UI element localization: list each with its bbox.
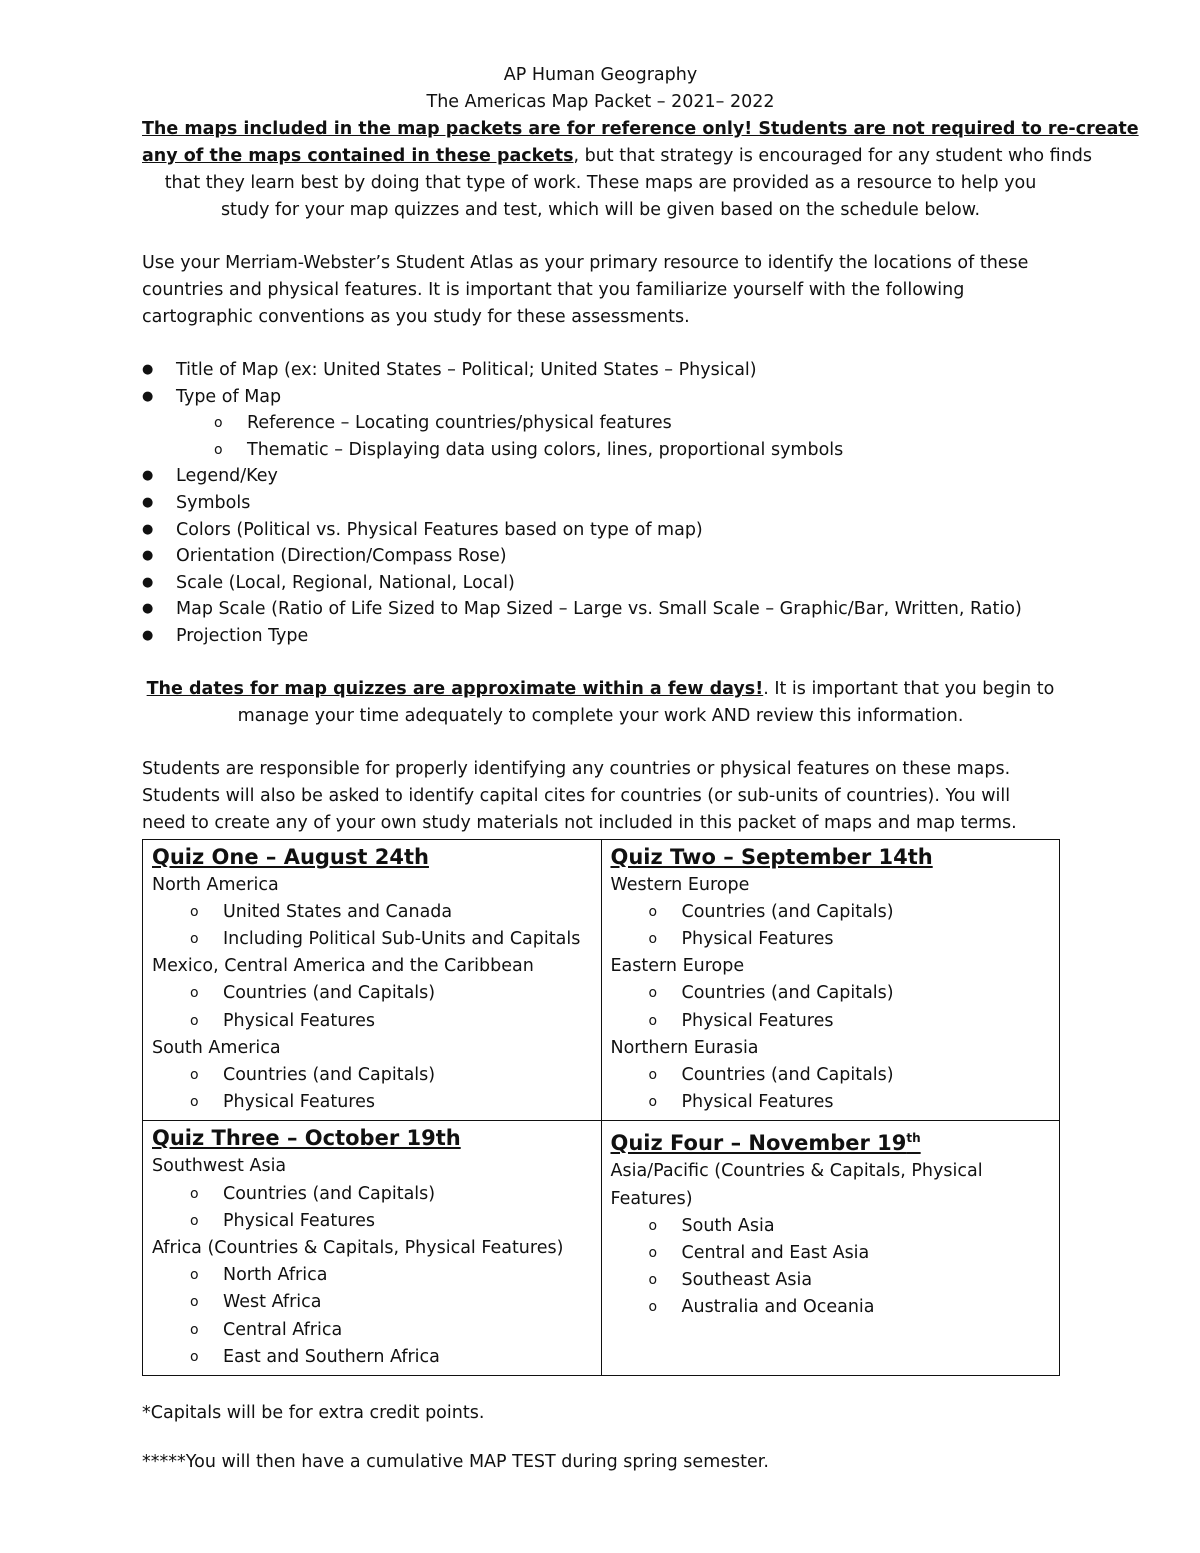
quiz-one-cell: Quiz One – August 24th North America o United States and Canada o Including Political Sub-Units and Capitals Mexico, Central America and the Caribbean o Countries (and Capitals) o Physical Features South America o Countries (and Capitals) o Physical Features [143,839,602,1121]
conventions-list [142,357,1059,410]
sub-bullet-icon: o [190,1294,199,1311]
bullet-icon: ● [142,574,154,590]
bullet-icon: ● [142,521,154,537]
sub-bullet-icon: o [648,1299,658,1316]
quiz-two-cell: Quiz Two – September 14th Western Europe o Countries (and Capitals) o Physical Features Eastern Europe o Countries (and Capitals) o Physical Features Northern Eurasia o Countries (and Capitals) o Physical Features [601,839,1060,1121]
list-item: ● Symbols [142,490,1059,517]
list-item: o Thematic – Displaying data using colors, lines, proportional symbols [142,437,1059,464]
quiz-schedule-table [142,839,1060,1376]
list-item: ● Map Scale (Ratio of Life Sized to Map Sized – Large vs. Small Scale – Graphic/Bar, Written, Ratio) [142,596,1059,623]
sub-bullet-icon: o [648,1066,658,1083]
sub-bullet-icon: o [214,415,223,432]
sub-bullet-icon: o [648,1094,658,1111]
sub-bullet-icon: o [190,1012,199,1029]
sub-bullet-icon: o [190,1348,199,1365]
sub-bullet-icon: o [214,441,223,458]
bullet-icon: ● [142,494,154,510]
conventions-list-cont [142,463,1059,649]
sub-bullet-icon: o [190,1185,199,1202]
sub-bullet-icon: o [648,985,658,1002]
intro-paragraph [142,116,1139,224]
atlas-paragraph [142,250,1059,331]
intro-bold-1: The maps included in the map packets are for reference only! Students are not required to re-create [142,119,1139,139]
bullet-icon: ● [142,468,154,484]
list-item: ● Colors (Political vs. Physical Features based on type of map) [142,517,1059,544]
course-title: AP Human Geography [503,65,698,85]
intro-line-3: that they learn best by doing that type of work. These maps are provided as a resource to help you [164,173,1037,193]
bullet-icon: ● [142,548,154,564]
list-item: ● Title of Map (ex: United States – Political; United States – Physical) [142,357,1059,384]
capitals-footnote: *Capitals will be for extra credit points. [142,1402,485,1423]
map-test-footnote: *****You will then have a cumulative MAP TEST during spring semester. [142,1451,769,1472]
quiz-one-title: Quiz One – August 24th [152,844,429,869]
packet-title: The Americas Map Packet – 2021– 2022 [426,92,775,112]
atlas-line-1: Use your Merriam-Webster’s Student Atlas as your primary resource to identify the locations of these [142,253,1029,273]
intro-bold-2: any of the maps contained in these packets [142,146,574,166]
sub-bullet-icon: o [648,1244,658,1261]
sub-bullet-icon: o [648,1217,658,1234]
dates-note [142,676,1059,730]
sub-bullet-icon: o [648,903,658,920]
sub-bullet-icon: o [190,930,199,947]
list-item: o Reference – Locating countries/physical features [142,410,1059,437]
quiz-four-title: Quiz Four – November 19th [610,1131,921,1156]
atlas-line-3: cartographic conventions as you study for these assessments. [142,307,690,327]
responsibility-paragraph [142,756,1059,837]
quiz-four-cell: Quiz Four – November 19th Asia/Pacific (Countries & Capitals, Physical Features) o South Asia o Central and East Asia o Southeast Asia o Australia and Oceania [601,1121,1060,1376]
list-item: ● Projection Type [142,623,1059,650]
quiz-two-title: Quiz Two – September 14th [610,844,933,869]
bullet-icon: ● [142,388,154,404]
atlas-line-2: countries and physical features. It is important that you familiarize yourself with the following [142,280,965,300]
bullet-icon: ● [142,627,154,643]
bullet-icon: ● [142,362,154,377]
sub-bullet-icon: o [648,930,658,947]
dates-note-bold: The dates for map quizzes are approximate within a few days! [146,678,764,699]
sub-bullet-icon: o [190,1212,199,1229]
intro-rest-1: , but that strategy is encouraged for any student who finds [573,146,1093,166]
responsibility-line-3: need to create any of your own study materials not included in this packet of maps and map terms. [142,812,1017,833]
quiz-three-cell: Quiz Three – October 19th Southwest Asia o Countries (and Capitals) o Physical Features Africa (Countries & Capitals, Physical Features) o North Africa o West Africa o Central Africa o East and Southern Africa [143,1121,602,1376]
list-item: ● Scale (Local, Regional, National, Local) [142,570,1059,597]
bullet-icon: ● [142,601,154,617]
responsibility-line-2: Students will also be asked to identify capital cites for countries (or sub-units of countries). You will [142,785,1011,806]
sub-bullet-icon: o [190,1267,199,1284]
sub-bullet-icon: o [190,985,199,1002]
document-page [142,62,1139,1476]
table-row [143,839,1060,1121]
intro-line-4: study for your map quizzes and test, which will be given based on the schedule below. [220,200,981,220]
map-types-list [142,410,1059,463]
quiz-three-title: Quiz Three – October 19th [152,1126,461,1151]
dates-note-rest: . It is important that you begin to [763,678,1055,699]
sub-bullet-icon: o [648,1012,658,1029]
list-item: ● Type of Map [142,384,1059,411]
sub-bullet-icon: o [648,1272,658,1289]
sub-bullet-icon: o [190,1321,199,1338]
sub-bullet-icon: o [190,1066,199,1083]
list-item: ● Orientation (Direction/Compass Rose) [142,543,1059,570]
list-item: ● Legend/Key [142,463,1059,490]
table-row [143,1121,1060,1376]
dates-note-line-2: manage your time adequately to complete your work AND review this information. [237,705,964,726]
responsibility-line-1: Students are responsible for properly identifying any countries or physical features on these maps. [142,758,1011,779]
sub-bullet-icon: o [190,903,199,920]
sub-bullet-icon: o [190,1094,199,1111]
